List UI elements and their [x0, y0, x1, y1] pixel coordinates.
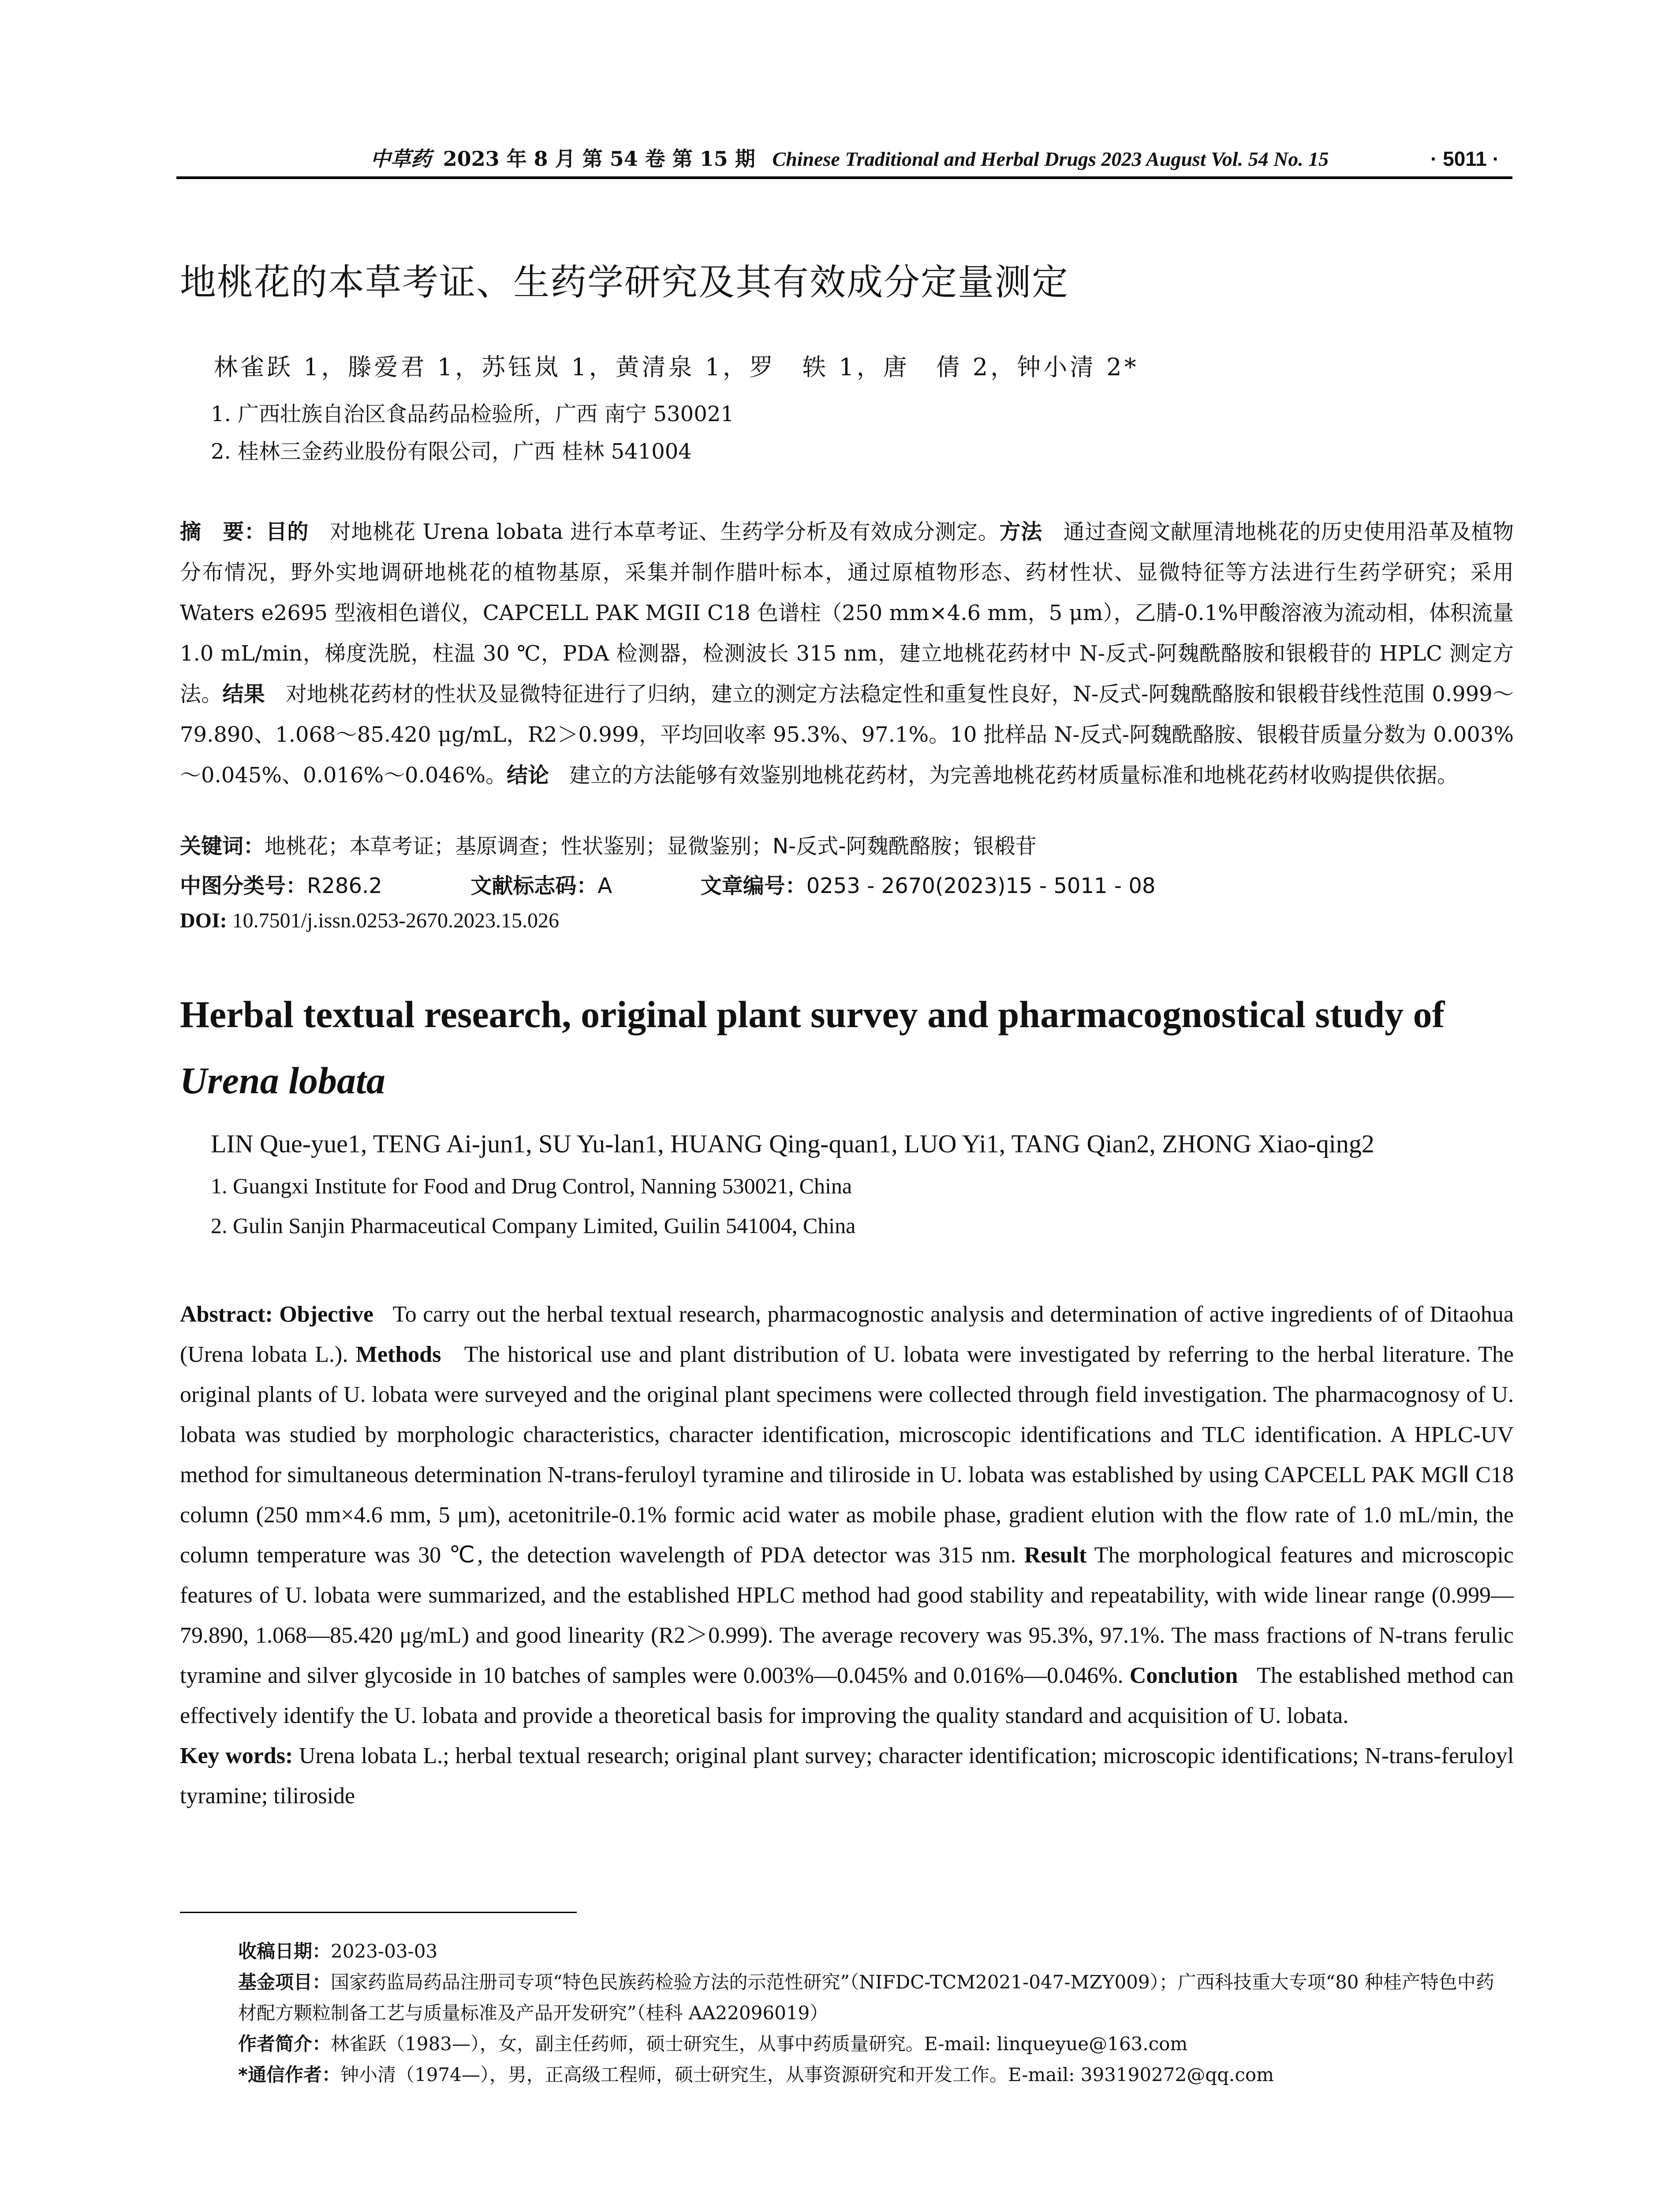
affiliation-cn-1: 1. 广西壮族自治区食品药品检验所，广西 南宁 530021	[211, 402, 734, 426]
objective-text-cn: 对地桃花 Urena lobata 进行本草考证、生药学分析及有效成分测定。	[329, 519, 1000, 544]
keywords-cn	[180, 829, 1037, 860]
authors-cn: 林雀跃 1，滕爱君 1，苏钰岚 1，黄清泉 1，罗 轶 1，唐 倩 2，钟小清 2*	[214, 353, 1139, 381]
funding-label: 基金项目：	[238, 1971, 331, 1993]
running-header	[176, 141, 1512, 179]
abstract-cn	[180, 512, 1514, 796]
results-label-cn: 结果	[222, 682, 265, 706]
classification-row	[180, 869, 1155, 899]
journal-name-en: Chinese Traditional and Herbal Drugs 2023 August Vol. 54 No. 15	[772, 148, 1329, 170]
objective-label-en: Objective	[279, 1302, 373, 1327]
objective-label-cn: 目的	[265, 519, 309, 544]
author-bio-text: 林雀跃（1983—），女，副主任药师，硕士研究生，从事中药质量研究。E-mail: linqueyue@163.com	[331, 2033, 1188, 2055]
received-label: 收稿日期：	[238, 1940, 331, 1962]
doi-label: DOI:	[180, 909, 227, 932]
results-text-cn: 对地桃花药材的性状及显微特征进行了归纳，建立的测定方法稳定性和重复性良好，N-反式-阿魏酰酪胺和银椴苷线性范围 0.999～79.890、1.068～85.420 μg/mL，R2＞0.999，平均回收率 95.3%、97.1%。10 批样品 N-反式-阿魏酰酪胺、银椴苷质量分数为 0.003%～0.045%、0.016%～0.046%。	[180, 682, 1514, 788]
article-number-value: 0253 - 2670(2023)15 - 5011 - 08	[806, 874, 1156, 898]
doc-code-value: A	[597, 874, 612, 898]
keywords-text-en: Urena lobata L.; herbal textual research; original plant survey; character identification; microscopic identifications; N-trans-feruloyl tyramine; tiliroside	[180, 1743, 1514, 1809]
clc-label: 中图分类号：	[180, 874, 307, 898]
footnote-divider	[180, 1912, 577, 1913]
footnote-corresponding	[238, 2059, 1274, 2090]
keywords-label-cn: 关键词：	[180, 834, 265, 859]
clc-value: R286.2	[307, 874, 382, 898]
journal-name-cn: 中草药	[370, 147, 431, 171]
article-title-cn: 地桃花的本草考证、生药学研究及其有效成分定量测定	[180, 262, 1069, 303]
article-title-en-line2: Urena lobata	[180, 1059, 385, 1102]
footnote-received	[238, 1936, 437, 1967]
conclusion-label-en: Conclution	[1129, 1663, 1238, 1688]
conclusion-text-en: The established method can effectively identify the U. lobata and provide a theoretical basis for improving the quality standard and acquisition of U. lobata.	[180, 1663, 1514, 1728]
article-number-label: 文章编号：	[700, 874, 806, 898]
corresponding-label: *通信作者：	[238, 2064, 340, 2085]
authors-en: LIN Que-yue1, TENG Ai-jun1, SU Yu-lan1, HUANG Qing-quan1, LUO Yi1, TANG Qian2, ZHONG Xiao-qing2	[211, 1129, 1374, 1158]
doi-row	[180, 908, 559, 933]
methods-label-en: Methods	[355, 1342, 441, 1367]
methods-label-cn: 方法	[999, 519, 1042, 544]
doi-value: 10.7501/j.issn.0253-2670.2023.15.026	[232, 909, 560, 932]
keywords-text-cn: 地桃花；本草考证；基原调查；性状鉴别；显微鉴别；N-反式-阿魏酰酪胺；银椴苷	[265, 834, 1037, 859]
affiliation-cn-2: 2. 桂林三金药业股份有限公司，广西 桂林 541004	[211, 439, 692, 464]
issue-info-cn: 2023 年 8 月 第 54 卷 第 15 期	[443, 147, 755, 171]
footnote-funding	[238, 1967, 1512, 2029]
abstract-label-cn: 摘 要：	[180, 519, 266, 544]
author-bio-label: 作者简介：	[238, 2033, 331, 2055]
methods-text-cn: 通过查阅文献厘清地桃花的历史使用沿革及植物分布情况，野外实地调研地桃花的植物基原，采集并制作腊叶标本，通过原植物形态、药材性状、显微特征等方法进行生药学研究；采用 Waters e2695 型液相色谱仪，CAPCELL PAK MGII C18 色谱柱（250 mm×4.6 mm，5 μm），乙腈-0.1%甲酸溶液为流动相，体积流量 1.0 mL/min，梯度洗脱，柱温 30 ℃，PDA 检测器，检测波长 315 nm，建立地桃花药材中 N-反式-阿魏酰酪胺和银椴苷的 HPLC 测定方法。	[180, 519, 1514, 706]
corresponding-text: 钟小清（1974—），男，正高级工程师，硕士研究生，从事资源研究和开发工作。E-mail: 393190272@qq.com	[340, 2064, 1274, 2085]
article-title-en-line1: Herbal textual research, original plant survey and pharmacognostical study of	[180, 993, 1445, 1035]
received-date: 2023-03-03	[331, 1940, 438, 1962]
abstract-label-en: Abstract:	[180, 1302, 273, 1327]
affiliation-en-1: 1. Guangxi Institute for Food and Drug Control, Nanning 530021, China	[211, 1174, 852, 1198]
footnote-author	[238, 2029, 1187, 2059]
objective-text-en: To carry out the herbal textual research, pharmacognostic analysis and determination of active ingredients of of Ditaohua (Urena lobata L.).	[180, 1302, 1514, 1367]
affiliation-en-2: 2. Gulin Sanjin Pharmaceutical Company Limited, Guilin 541004, China	[211, 1213, 856, 1238]
keywords-en	[180, 1736, 1514, 1816]
conclusion-label-cn: 结论	[507, 763, 549, 788]
page-number: · 5011 ·	[1430, 147, 1499, 170]
conclusion-text-cn: 建立的方法能够有效鉴别地桃花药材，为完善地桃花药材质量标准和地桃花药材收购提供依据。	[569, 763, 1458, 788]
keywords-label-en: Key words:	[180, 1743, 293, 1768]
article-title-en	[180, 981, 1516, 1114]
results-label-en: Result	[1024, 1543, 1087, 1568]
abstract-en	[180, 1294, 1514, 1816]
doc-code-label: 文献标志码：	[470, 874, 598, 898]
results-text-en: The morphological features and microscopic features of U. lobata were summarized, and the established HPLC method had good stability and repeatability, with wide linear range (0.999—79.890, 1.068—85.420 μg/mL) and good linearity (R2＞0.999). The average recovery was 95.3%, 97.1%. The mass fractions of N-trans ferulic tyramine and silver glycoside in 10 batches of samples were 0.003%—0.045% and 0.016%—0.046%.	[180, 1543, 1514, 1688]
methods-text-en: The historical use and plant distribution of U. lobata were investigated by referring to the herbal literature. The original plants of U. lobata were surveyed and the original plant specimens were collected through field investigation. The pharmacognosy of U. lobata was studied by morphologic characteristics, character identification, microscopic identifications and TLC identification. A HPLC-UV method for simultaneous determination N-trans-feruloyl tyramine and tiliroside in U. lobata was established by using CAPCELL PAK MGⅡ C18 column (250 mm×4.6 mm, 5 μm), acetonitrile-0.1% formic acid water as mobile phase, gradient elution with the flow rate of 1.0 mL/min, the column temperature was 30 ℃, the detection wavelength of PDA detector was 315 nm.	[180, 1342, 1514, 1568]
funding-text: 国家药监局药品注册司专项“特色民族药检验方法的示范性研究”（NIFDC-TCM2021-047-MZY009）；广西科技重大专项“80 种桂产特色中药材配方颗粒制备工艺与质量标准及产品开发研究”（桂科 AA22096019）	[238, 1971, 1494, 2024]
